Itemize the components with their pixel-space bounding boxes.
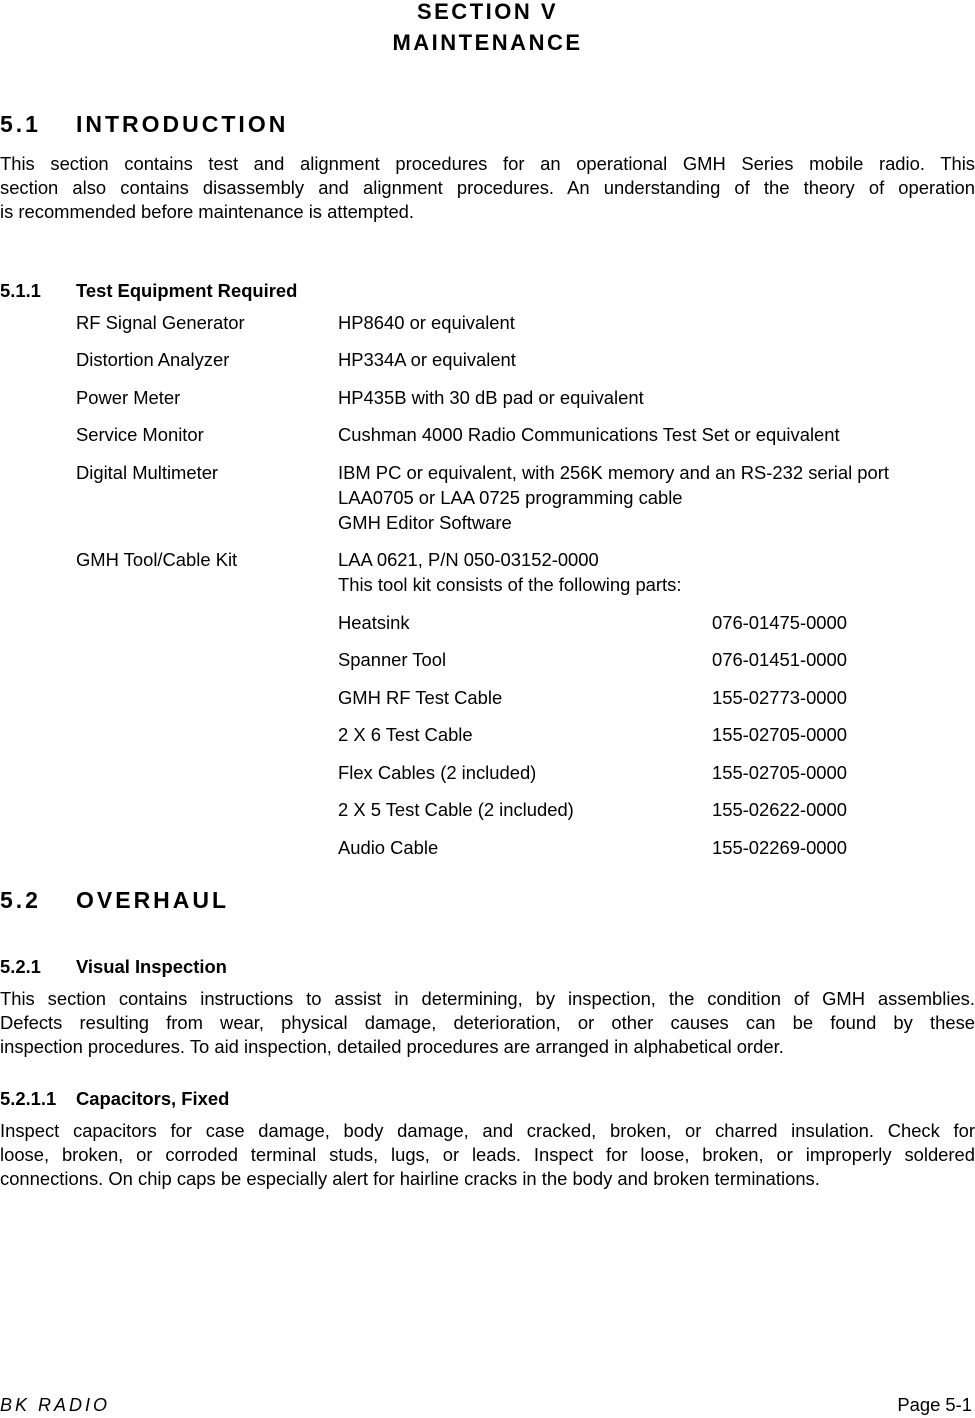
visual-inspection-paragraph (0, 987, 975, 1059)
equipment-name: Distortion Analyzer (76, 349, 230, 370)
paragraph-line: is recommended before maintenance is attempted. (0, 201, 415, 222)
heading-number: 5.1 (0, 111, 41, 137)
equipment-desc: HP8640 or equivalent (338, 312, 515, 333)
equipment-desc: LAA 0621, P/N 050-03152-0000 (338, 549, 599, 570)
paragraph-line: This section contains instructions to assist in determining, by inspection, the condition of GMH assemblies. (0, 988, 975, 1009)
equipment-desc: LAA0705 or LAA 0725 programming cable (338, 487, 683, 508)
paragraph-line: loose, broken, or corroded terminal studs, lugs, or leads. Inspect for loose, broken, or improperly soldered (0, 1144, 975, 1165)
equipment-name: Power Meter (76, 387, 181, 408)
section-title: MAINTENANCE (392, 30, 583, 55)
equipment-desc: HP435B with 30 dB pad or equivalent (338, 387, 644, 408)
part-number: 155-02773-0000 (712, 687, 847, 708)
heading-text: INTRODUCTION (76, 111, 289, 137)
paragraph-line: Inspect capacitors for case damage, body damage, and cracked, broken, or charred insulation. Check for (0, 1120, 975, 1141)
heading-text: Capacitors, Fixed (76, 1088, 230, 1109)
paragraph-line: Defects resulting from wear, physical damage, deterioration, or other causes can be found by these (0, 1012, 975, 1033)
equipment-desc: GMH Editor Software (338, 512, 512, 533)
heading-number: 5.2 (0, 887, 41, 913)
part-name: 2 X 6 Test Cable (338, 724, 473, 745)
heading-number: 5.2.1.1 (0, 1088, 57, 1109)
equipment-name: Service Monitor (76, 424, 204, 445)
equipment-name: RF Signal Generator (76, 312, 245, 333)
paragraph-line: inspection procedures. To aid inspection, detailed procedures are arranged in alphabetical order. (0, 1036, 784, 1057)
equipment-desc: HP334A or equivalent (338, 349, 516, 370)
heading-text: Visual Inspection (76, 956, 227, 977)
equipment-desc: IBM PC or equivalent, with 256K memory and an RS-232 serial port (338, 462, 889, 483)
heading-number: 5.1.1 (0, 280, 41, 301)
part-name: Audio Cable (338, 837, 439, 858)
heading-number: 5.2.1 (0, 956, 41, 977)
footer-page-number: Page 5-1 (897, 1394, 972, 1415)
paragraph-line: section also contains disassembly and alignment procedures. An understanding of the theory of operation (0, 177, 975, 198)
part-name: Flex Cables (2 included) (338, 762, 537, 783)
equipment-desc: Cushman 4000 Radio Communications Test Set or equivalent (338, 424, 840, 445)
part-number: 076-01451-0000 (712, 649, 847, 670)
equipment-name: GMH Tool/Cable Kit (76, 549, 238, 570)
part-number: 155-02705-0000 (712, 724, 847, 745)
footer-company: BK RADIO (0, 1395, 111, 1415)
part-name: GMH RF Test Cable (338, 687, 503, 708)
paragraph-line: connections. On chip caps be especially alert for hairline cracks in the body and broken terminations. (0, 1168, 820, 1189)
part-number: 155-02269-0000 (712, 837, 847, 858)
part-name: 2 X 5 Test Cable (2 included) (338, 799, 574, 820)
heading-introduction (0, 112, 288, 136)
heading-test-equipment (0, 279, 297, 303)
heading-text: OVERHAUL (76, 887, 230, 913)
part-name: Heatsink (338, 612, 410, 633)
intro-paragraph (0, 152, 975, 224)
equipment-name: Digital Multimeter (76, 462, 219, 483)
capacitors-paragraph (0, 1119, 975, 1191)
part-number: 155-02705-0000 (712, 762, 847, 783)
section-label: SECTION V (416, 0, 559, 24)
part-number: 155-02622-0000 (712, 799, 847, 820)
heading-capacitors (0, 1087, 229, 1111)
part-number: 076-01475-0000 (712, 612, 847, 633)
heading-overhaul (0, 888, 229, 912)
heading-text: Test Equipment Required (76, 280, 298, 301)
heading-visual-inspection (0, 955, 227, 979)
equipment-desc: This tool kit consists of the following parts: (338, 574, 682, 595)
paragraph-line: This section contains test and alignment procedures for an operational GMH Series mobile radio. This (0, 153, 975, 174)
part-name: Spanner Tool (338, 649, 447, 670)
